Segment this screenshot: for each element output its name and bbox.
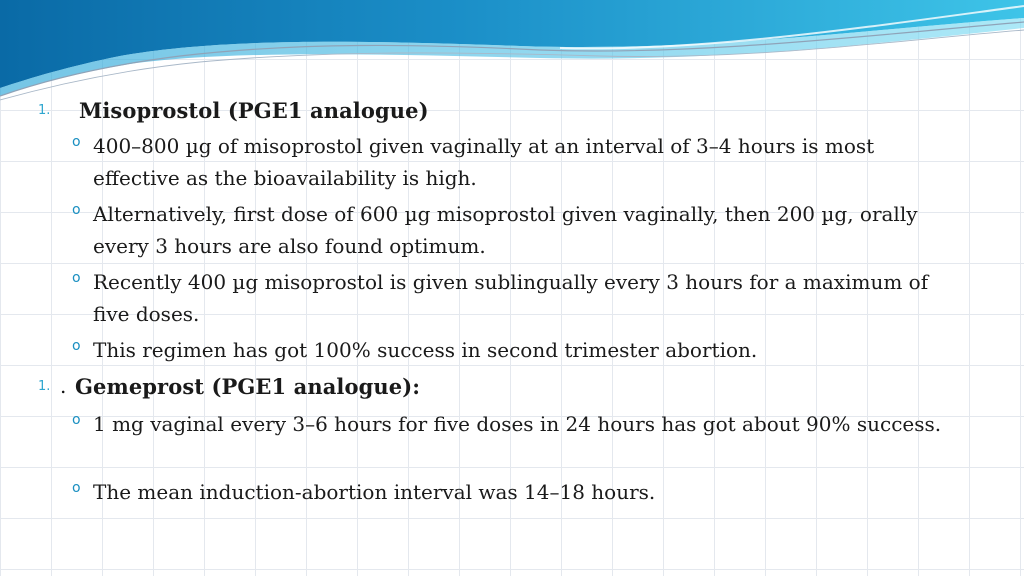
section-number: 1.	[38, 102, 51, 118]
section-number: 1.	[38, 378, 51, 394]
list-item	[72, 408, 952, 440]
bullet-marker-icon: o	[72, 202, 81, 218]
bullet-marker-icon: o	[72, 134, 81, 150]
bullet-marker-icon: o	[72, 480, 81, 496]
bullet-text: 400–800 µg of misoprostol given vaginally at an interval of 3–4 hours is most effective as the bioavailability is high.	[93, 134, 875, 190]
bullet-text: Alternatively, first dose of 600 µg misoprostol given vaginally, then 200 µg, orally every 3 hours are also found optimum.	[93, 202, 918, 258]
list-item	[72, 334, 952, 366]
list-item	[72, 476, 952, 508]
header-wave-decoration	[0, 0, 1024, 110]
bullet-text: 1 mg vaginal every 3–6 hours for five doses in 24 hours has got about 90% success.	[93, 412, 942, 436]
list-item	[72, 130, 952, 194]
bullet-marker-icon: o	[72, 412, 81, 428]
list-item	[72, 198, 952, 262]
bullet-text: This regimen has got 100% success in second trimester abortion.	[93, 338, 758, 362]
bullet-text: The mean induction-abortion interval was 14–18 hours.	[93, 480, 656, 504]
bullet-marker-icon: o	[72, 270, 81, 286]
bullet-marker-icon: o	[72, 338, 81, 354]
section-title: Misoprostol (PGE1 analogue)	[79, 97, 429, 123]
section-prefix: .	[60, 374, 67, 398]
list-item	[72, 266, 952, 330]
bullet-text: Recently 400 µg misoprostol is given sublingually every 3 hours for a maximum of five doses.	[93, 270, 929, 326]
section-title: Gemeprost (PGE1 analogue):	[75, 373, 421, 399]
